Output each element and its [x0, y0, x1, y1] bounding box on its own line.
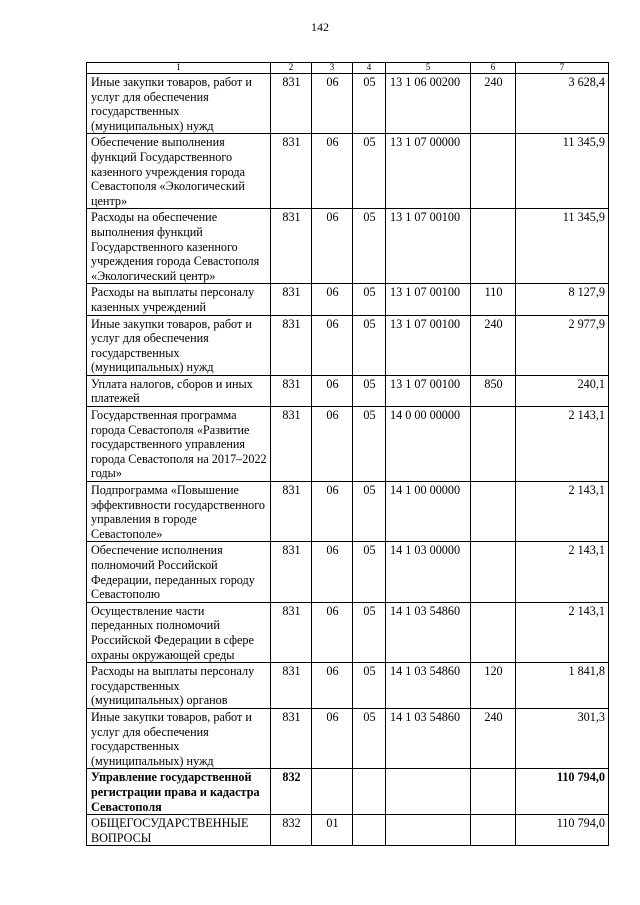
ved-code-cell: 832 [271, 769, 312, 815]
amount-cell: 2 143,1 [516, 407, 609, 482]
section-code-cell: 06 [312, 542, 353, 602]
ved-code-cell: 831 [271, 134, 312, 209]
amount-cell: 2 977,9 [516, 315, 609, 375]
expense-type-cell [471, 769, 516, 815]
section-code-cell [312, 769, 353, 815]
target-article-cell: 13 1 07 00100 [386, 315, 471, 375]
target-article-cell: 14 0 00 00000 [386, 407, 471, 482]
table-row [87, 209, 609, 284]
section-code-cell: 06 [312, 708, 353, 768]
row-name-cell: Расходы на обеспечение выполнения функций Государственного казенного учреждения города Севастополя «Экологический центр» [87, 209, 271, 284]
expense-type-cell [471, 482, 516, 542]
section-code-cell: 06 [312, 74, 353, 134]
ved-code-cell: 831 [271, 284, 312, 315]
target-article-cell: 13 1 07 00000 [386, 134, 471, 209]
table-row [87, 74, 609, 134]
page-number: 142 [311, 20, 329, 34]
ved-code-cell: 831 [271, 209, 312, 284]
row-name-cell: Осуществление части переданных полномочий Российской Федерации в сфере охраны окружающей среды [87, 602, 271, 662]
table-row [87, 284, 609, 315]
section-code-cell: 06 [312, 602, 353, 662]
row-name-cell: Расходы на выплаты персоналу казенных учреждений [87, 284, 271, 315]
ved-code-cell: 831 [271, 74, 312, 134]
amount-cell: 110 794,0 [516, 815, 609, 846]
section-code-cell: 06 [312, 375, 353, 406]
row-name-cell: Подпрограмма «Повышение эффективности государственного управления в городе Севастополе» [87, 482, 271, 542]
subsection-code-cell [353, 815, 386, 846]
ved-code-cell: 831 [271, 482, 312, 542]
table-row [87, 815, 609, 846]
subsection-code-cell: 05 [353, 602, 386, 662]
amount-cell: 240,1 [516, 375, 609, 406]
expense-type-cell [471, 815, 516, 846]
row-name-cell: Государственная программа города Севастополя «Развитие государственного управления города Севастополя на 2017–2022 годы» [87, 407, 271, 482]
section-code-cell: 06 [312, 407, 353, 482]
amount-cell: 301,3 [516, 708, 609, 768]
amount-cell: 2 143,1 [516, 542, 609, 602]
table-row [87, 769, 609, 815]
target-article-cell: 14 1 03 54860 [386, 708, 471, 768]
table-header-row [87, 63, 609, 74]
ved-code-cell: 831 [271, 708, 312, 768]
table-row [87, 134, 609, 209]
section-code-cell: 06 [312, 134, 353, 209]
row-name-cell: Иные закупки товаров, работ и услуг для обеспечения государственных (муниципальных) нужд [87, 74, 271, 134]
table-row [87, 315, 609, 375]
subsection-code-cell: 05 [353, 542, 386, 602]
section-code-cell: 06 [312, 284, 353, 315]
subsection-code-cell: 05 [353, 482, 386, 542]
target-article-cell: 13 1 07 00100 [386, 209, 471, 284]
row-name-cell: Иные закупки товаров, работ и услуг для обеспечения государственных (муниципальных) нужд [87, 315, 271, 375]
table-row [87, 663, 609, 709]
expense-type-cell [471, 209, 516, 284]
table-row [87, 482, 609, 542]
ved-code-cell: 831 [271, 663, 312, 709]
row-name-cell: Расходы на выплаты персоналу государственных (муниципальных) органов [87, 663, 271, 709]
subsection-code-cell: 05 [353, 134, 386, 209]
expense-type-cell: 240 [471, 74, 516, 134]
subsection-code-cell: 05 [353, 708, 386, 768]
row-name-cell: Иные закупки товаров, работ и услуг для обеспечения государственных (муниципальных) нужд [87, 708, 271, 768]
ved-code-cell: 832 [271, 815, 312, 846]
subsection-code-cell: 05 [353, 209, 386, 284]
expense-type-cell: 240 [471, 315, 516, 375]
section-code-cell: 06 [312, 663, 353, 709]
section-code-cell: 01 [312, 815, 353, 846]
subsection-code-cell: 05 [353, 74, 386, 134]
section-code-cell: 06 [312, 209, 353, 284]
target-article-cell: 14 1 03 00000 [386, 542, 471, 602]
amount-cell: 2 143,1 [516, 602, 609, 662]
subsection-code-cell: 05 [353, 315, 386, 375]
expense-type-cell: 120 [471, 663, 516, 709]
ved-code-cell: 831 [271, 407, 312, 482]
expense-type-cell: 850 [471, 375, 516, 406]
target-article-cell: 13 1 06 00200 [386, 74, 471, 134]
section-code-cell: 06 [312, 315, 353, 375]
row-name-cell: Обеспечение исполнения полномочий Российской Федерации, переданных городу Севастополю [87, 542, 271, 602]
target-article-cell: 13 1 07 00100 [386, 284, 471, 315]
row-name-cell: Обеспечение выполнения функций Государственного казенного учреждения города Севастополя «Экологический центр» [87, 134, 271, 209]
amount-cell: 11 345,9 [516, 209, 609, 284]
column-header: 4 [353, 63, 386, 74]
table-row [87, 407, 609, 482]
column-header: 1 [87, 63, 271, 74]
subsection-code-cell: 05 [353, 284, 386, 315]
column-header: 7 [516, 63, 609, 74]
row-name-cell: Уплата налогов, сборов и иных платежей [87, 375, 271, 406]
table-row [87, 542, 609, 602]
expense-type-cell [471, 542, 516, 602]
column-header: 3 [312, 63, 353, 74]
amount-cell: 3 628,4 [516, 74, 609, 134]
amount-cell: 1 841,8 [516, 663, 609, 709]
ved-code-cell: 831 [271, 315, 312, 375]
amount-cell: 8 127,9 [516, 284, 609, 315]
target-article-cell [386, 769, 471, 815]
amount-cell: 11 345,9 [516, 134, 609, 209]
subsection-code-cell [353, 769, 386, 815]
row-name-cell: Управление государственной регистрации права и кадастра Севастополя [87, 769, 271, 815]
column-header: 5 [386, 63, 471, 74]
subsection-code-cell: 05 [353, 407, 386, 482]
amount-cell: 110 794,0 [516, 769, 609, 815]
table-row [87, 375, 609, 406]
section-code-cell: 06 [312, 482, 353, 542]
expense-type-cell: 110 [471, 284, 516, 315]
ved-code-cell: 831 [271, 542, 312, 602]
target-article-cell: 14 1 03 54860 [386, 663, 471, 709]
column-header: 2 [271, 63, 312, 74]
target-article-cell: 14 1 00 00000 [386, 482, 471, 542]
table-row [87, 708, 609, 768]
expense-type-cell [471, 134, 516, 209]
target-article-cell: 13 1 07 00100 [386, 375, 471, 406]
expense-type-cell [471, 407, 516, 482]
expense-type-cell: 240 [471, 708, 516, 768]
expense-type-cell [471, 602, 516, 662]
ved-code-cell: 831 [271, 375, 312, 406]
table-row [87, 602, 609, 662]
column-header: 6 [471, 63, 516, 74]
ved-code-cell: 831 [271, 602, 312, 662]
row-name-cell: ОБЩЕГОСУДАРСТВЕННЫЕ ВОПРОСЫ [87, 815, 271, 846]
subsection-code-cell: 05 [353, 375, 386, 406]
subsection-code-cell: 05 [353, 663, 386, 709]
target-article-cell [386, 815, 471, 846]
budget-table [86, 62, 609, 846]
target-article-cell: 14 1 03 54860 [386, 602, 471, 662]
amount-cell: 2 143,1 [516, 482, 609, 542]
